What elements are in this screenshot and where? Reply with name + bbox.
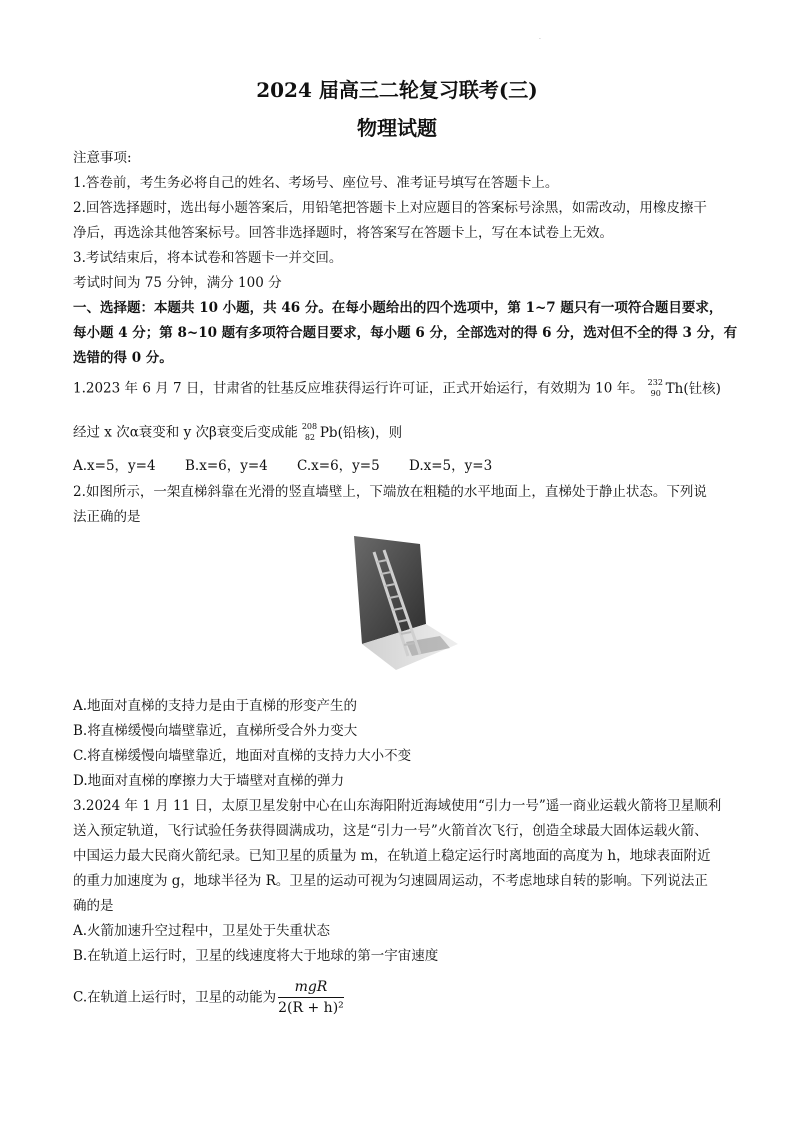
note-item: 3.考试结束后，将本试卷和答题卡一并交回。 [73, 250, 343, 266]
q1-text: 经过 x 次α衰变和 y 次β衰变后变成能 [73, 424, 298, 441]
q3-stem: 确的是 [73, 898, 114, 914]
q2-stem: 2.如图所示，一架直梯斜靠在光滑的竖直墙壁上，下端放在粗糙的水平地面上，直梯处于静止状态。下列说 [73, 484, 707, 500]
q2-stem: 法正确的是 [73, 509, 141, 525]
q1-option-a: A.x=5，y=4 [73, 458, 156, 474]
exam-title: 2024 届高三二轮复习联考(三) [256, 78, 538, 102]
q1-text: 1.2023 年 6 月 7 日，甘肃省的钍基反应堆获得运行许可证，正式开始运行，有效期为 10 年。 [73, 380, 644, 397]
exam-subtitle: 物理试题 [357, 116, 437, 140]
q3-option-b: B.在轨道上运行时，卫星的线速度将大于地球的第一宇宙速度 [73, 948, 439, 964]
q3-option-c [73, 978, 728, 1017]
fraction-denominator: 2(R + h)² [278, 1000, 344, 1016]
q3-stem: 送入预定轨道，飞行试验任务获得圆满成功，这是“引力一号”火箭首次飞行，创造全球最大固体运载火箭、 [73, 823, 708, 839]
section-instruction: 一、选择题：本题共 10 小题，共 46 分。在每小题给出的四个选项中，第 1~7 题只有一项符合题目要求， [73, 300, 723, 316]
q3-option-c-text: C.在轨道上运行时，卫星的动能为 [73, 989, 277, 1006]
notes-heading: 注意事项: [73, 150, 132, 166]
exam-time: 考试时间为 75 分钟，满分 100 分 [73, 275, 282, 291]
q3-option-a: A.火箭加速升空过程中，卫星处于失重状态 [73, 923, 331, 939]
atomic-number: 82 [304, 433, 316, 442]
q3-stem: 的重力加速度为 g，地球半径为 R。卫星的运动可视为匀速圆周运动，不考虑地球自转的影响。下列说法正 [73, 873, 708, 889]
q2-option-c: C.将直梯缓慢向墙壁靠近，地面对直梯的支持力大小不变 [73, 748, 412, 764]
mass-number: 232 [647, 378, 663, 387]
thorium-nuclide [648, 378, 666, 400]
note-item: 2.回答选择题时，选出每小题答案后，用铅笔把答题卡上对应题目的答案标号涂黑，如需改动，用橡皮擦干 [73, 200, 707, 216]
element-symbol: Pb [319, 425, 338, 441]
kinetic-energy-fraction [278, 978, 344, 1017]
q1-stem-line1 [73, 378, 728, 400]
note-item: 净后，再选涂其他答案标号。回答非选择题时，将答案写在答题卡上，写在本试卷上无效。 [73, 225, 613, 241]
lead-nuclide [302, 422, 320, 444]
q2-option-a: A.地面对直梯的支持力是由于直梯的形变产生的 [73, 698, 358, 714]
q2-option-b: B.将直梯缓慢向墙壁靠近，直梯所受合外力变大 [73, 723, 358, 739]
q3-stem: 3.2024 年 1 月 11 日，太原卫星发射中心在山东海阳附近海域使用“引力一号”遥一商业运载火箭将卫星顺利 [73, 798, 722, 814]
ladder-figure [350, 532, 460, 674]
element-symbol: Th [665, 381, 684, 397]
section-instruction: 选错的得 0 分。 [73, 350, 173, 366]
mass-number: 208 [301, 422, 318, 431]
q1-options [73, 457, 728, 475]
fraction-numerator: mgR [278, 978, 344, 998]
q3-stem: 中国运力最大民商火箭纪录。已知卫星的质量为 m，在轨道上稳定运行时离地面的高度为 h，地球表面附近 [73, 848, 711, 864]
element-name: (铅核)，则 [337, 425, 403, 441]
q1-option-b: B.x=6，y=4 [185, 458, 268, 474]
q1-stem-line2 [73, 422, 728, 444]
section-instruction: 每小题 4 分；第 8~10 题有多项符合题目要求，每小题 6 分，全部选对的得 6 分，选对但不全的得 3 分，有 [73, 325, 738, 341]
element-name: (钍核) [683, 381, 721, 397]
atomic-number: 90 [650, 389, 661, 398]
scan-mark: · [539, 36, 541, 43]
q1-option-c: C.x=6，y=5 [297, 458, 380, 474]
note-item: 1.答卷前，考生务必将自己的姓名、考场号、座位号、准考证号填写在答题卡上。 [73, 175, 559, 191]
q2-option-d: D.地面对直梯的摩擦力大于墙壁对直梯的弹力 [73, 773, 345, 789]
q1-option-d: D.x=5，y=3 [409, 458, 493, 474]
